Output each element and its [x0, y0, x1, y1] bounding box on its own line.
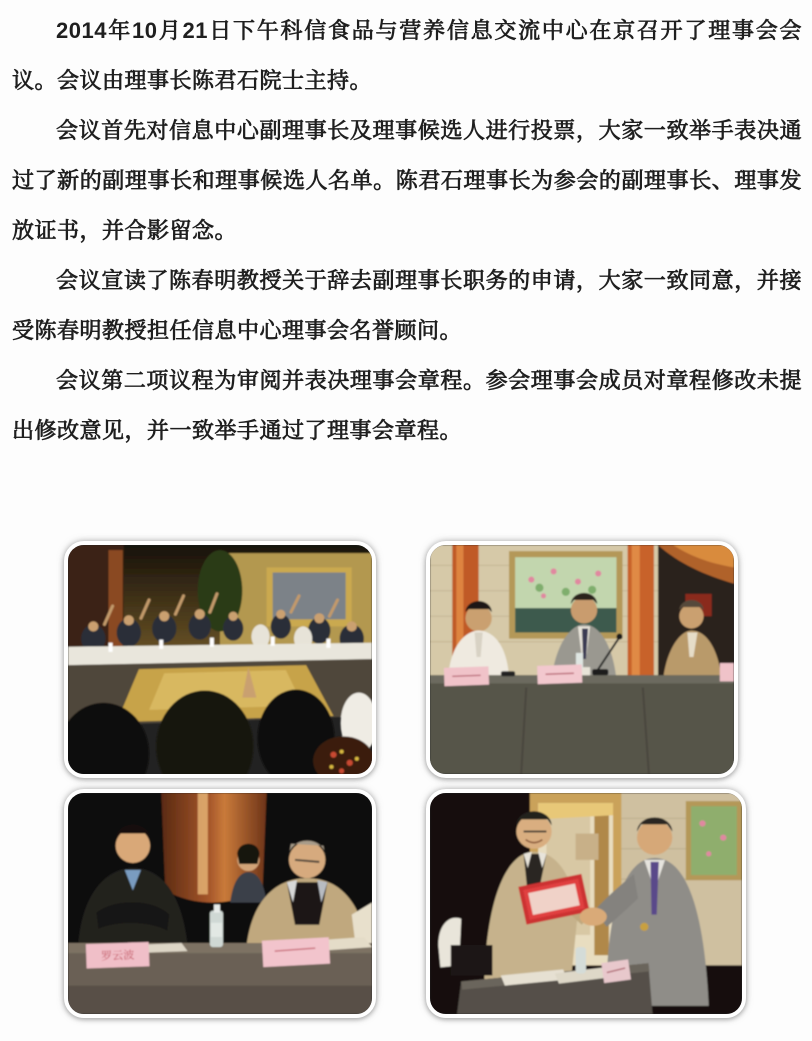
photo-head-table — [426, 541, 738, 778]
paragraph-4: 会议第二项议程为审阅并表决理事会章程。参会理事会成员对章程修改未提出修改意见，并一致举手通过了理事会章程。 — [12, 368, 802, 443]
photo-meeting-vote — [64, 541, 376, 778]
name-card-text: 罗云波 — [100, 949, 135, 963]
photo-head-table-image — [430, 545, 734, 774]
paragraph-3: 会议宣读了陈春明教授关于辞去副理事长职务的申请，大家一致同意，并接受陈春明教授担任信息中心理事会名誉顾问。 — [12, 268, 802, 343]
photo-certificate-handshake — [426, 789, 746, 1018]
photo-meeting-vote-image — [68, 545, 372, 774]
paragraph-2: 会议首先对信息中心副理事长及理事候选人进行投票，大家一致举手表决通过了新的副理事长和理事候选人名单。陈君石理事长为参会的副理事长、理事发放证书，并合影留念。 — [12, 118, 802, 243]
photo-seated-members-image — [68, 793, 372, 1014]
photo-certificate-handshake-image — [430, 793, 742, 1014]
paragraph-1: 2014年10月21日下午科信食品与营养信息交流中心在京召开了理事会会议。会议由理事长陈君石院士主持。 — [12, 18, 802, 93]
photo-seated-members — [64, 789, 376, 1018]
article-body — [12, 6, 802, 456]
